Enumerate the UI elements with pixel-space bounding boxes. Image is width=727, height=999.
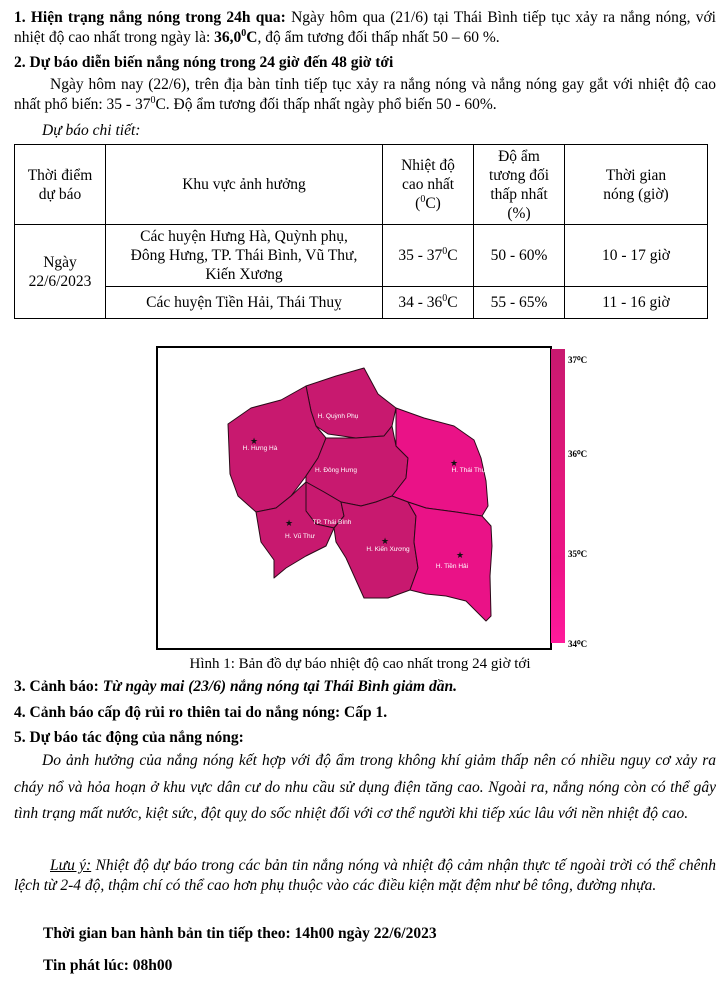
label-tp-thai-binh: TP. Thái Bình <box>312 519 352 526</box>
section3-heading: 3. Cảnh báo: <box>14 678 103 695</box>
capital-star-icon: ★ <box>380 537 390 547</box>
note-label: Lưu ý: <box>50 857 92 874</box>
header-time: Thời điểm dự báo <box>15 145 106 225</box>
note-text: Nhiệt độ dự báo trong các bản tin nắng nóng và nhiệt độ cảm nhận thực tế ngoài trời có thể chênh lệch từ 2-4 độ, thậm chí có thể cao hơn phụ thuộc vào các điều kiện mặt đệm như bê tông, đường nhựa. <box>14 857 716 894</box>
table-header-row <box>15 145 708 225</box>
area-cell: Các huyện Hưng Hà, Quỳnh phụ, Đông Hưng, TP. Thái Bình, Vũ Thư, Kiến Xương <box>106 225 383 287</box>
section3 <box>14 677 716 697</box>
legend-label-37: 37⁰C <box>568 355 588 365</box>
next-bulletin-time: Thời gian ban hành bản tin tiếp theo: 14h00 ngày 22/6/2023 <box>43 925 437 942</box>
humidity-cell: 50 - 60% <box>474 225 565 287</box>
temp-cell: $35 - 37^0C$ <box>383 225 474 287</box>
temp-cell: $34 - 36^0C$ <box>383 287 474 319</box>
section1-temp-value: 36,0$^0$C <box>214 27 258 46</box>
section4-heading: 4. Cảnh báo cấp độ rủi ro thiên tai do nắng nóng: Cấp 1. <box>14 704 388 721</box>
label-hung-ha: H. Hưng Hà <box>242 445 278 452</box>
temperature-map <box>156 346 576 652</box>
hours-cell: 11 - 16 giờ <box>565 287 708 319</box>
section2-heading: 2. Dự báo diễn biến nắng nóng trong 24 giờ đến 48 giờ tới <box>14 54 394 71</box>
date-cell: Ngày 22/6/2023 <box>15 225 106 319</box>
capital-star-icon: ★ <box>455 551 465 561</box>
section1-heading: 1. Hiện trạng nắng nóng trong 24h qua: <box>14 9 286 26</box>
label-vu-thu: H. Vũ Thư <box>285 533 315 540</box>
label-kien-xuong: H. Kiến Xương <box>366 546 410 553</box>
section5-heading: 5. Dự báo tác động của nắng nóng: <box>14 729 244 746</box>
label-dong-hung: H. Đông Hưng <box>315 467 357 474</box>
capital-star-icon: ★ <box>284 519 294 529</box>
legend-label-36: 36⁰C <box>568 449 588 459</box>
forecast-table <box>14 144 708 319</box>
table-row <box>15 287 708 319</box>
legend-label-34: 34⁰C <box>568 639 588 649</box>
capital-star-icon: ★ <box>249 437 259 447</box>
temperature-legend-bar <box>551 349 565 643</box>
humidity-cell: 55 - 65% <box>474 287 565 319</box>
current-status-paragraph <box>14 8 716 48</box>
area-cell: Các huyện Tiền Hải, Thái Thuỵ <box>106 287 383 319</box>
issued-time: Tin phát lúc: 08h00 <box>43 957 173 974</box>
map-svg <box>156 346 576 652</box>
section1-text-a: Ngày hôm qua (21/6) tại Thái Bình tiếp tục xảy ra nắng nóng, với nhiệt độ cao nhất trong ngày là: <box>14 9 716 46</box>
header-hours: Thời gian nóng (giờ) <box>565 145 708 225</box>
note-paragraph <box>14 856 716 896</box>
header-temp: Nhiệt độ cao nhất ($^0$C) <box>383 145 474 225</box>
label-quynh-phu: H. Quỳnh Phụ <box>317 413 359 420</box>
label-thai-thuy: H. Thái Thụy <box>451 467 489 474</box>
impact-paragraph: Do ảnh hưởng của nắng nóng kết hợp với độ ẩm trong không khí giảm thấp nên có nhiều nguy cơ xảy ra cháy nổ và hỏa hoạn ở khu vực dân cư do nhu cầu sử dụng điện tăng cao. Ngoài ra, nắng nóng còn có thể gây tình trạng mất nước, kiệt sức, đột quỵ do sốc nhiệt đối với cơ thể người khi tiếp xúc lâu với nền nhiệt độ cao. <box>14 752 716 822</box>
section3-text: Từ ngày mai (23/6) nắng nóng tại Thái Bình giảm dần. <box>102 678 457 695</box>
table-row <box>15 225 708 287</box>
header-humidity: Độ ẩm tương đối thấp nhất (%) <box>474 145 565 225</box>
section1-text-b: , độ ẩm tương đối thấp nhất 50 – 60 %. <box>257 29 500 46</box>
header-area: Khu vực ảnh hưởng <box>106 145 383 225</box>
detail-label: Dự báo chi tiết: <box>42 122 141 139</box>
legend-label-35: 35⁰C <box>568 549 588 559</box>
label-tien-hai: H. Tiền Hải <box>435 563 469 570</box>
map-caption: Hình 1: Bản đồ dự báo nhiệt độ cao nhất trong 24 giờ tới <box>189 656 531 672</box>
hours-cell: 10 - 17 giờ <box>565 225 708 287</box>
forecast-paragraph: Ngày hôm nay (22/6), trên địa bàn tỉnh tiếp tục xảy ra nắng nóng và nắng nóng gay gắt với nhiệt độ cao nhất phổ biến: $35 - 37^0C$. Độ ẩm tương đối thấp nhất ngày phổ biến 50 - 60%. <box>14 76 716 113</box>
capital-star-icon: ★ <box>449 459 459 469</box>
